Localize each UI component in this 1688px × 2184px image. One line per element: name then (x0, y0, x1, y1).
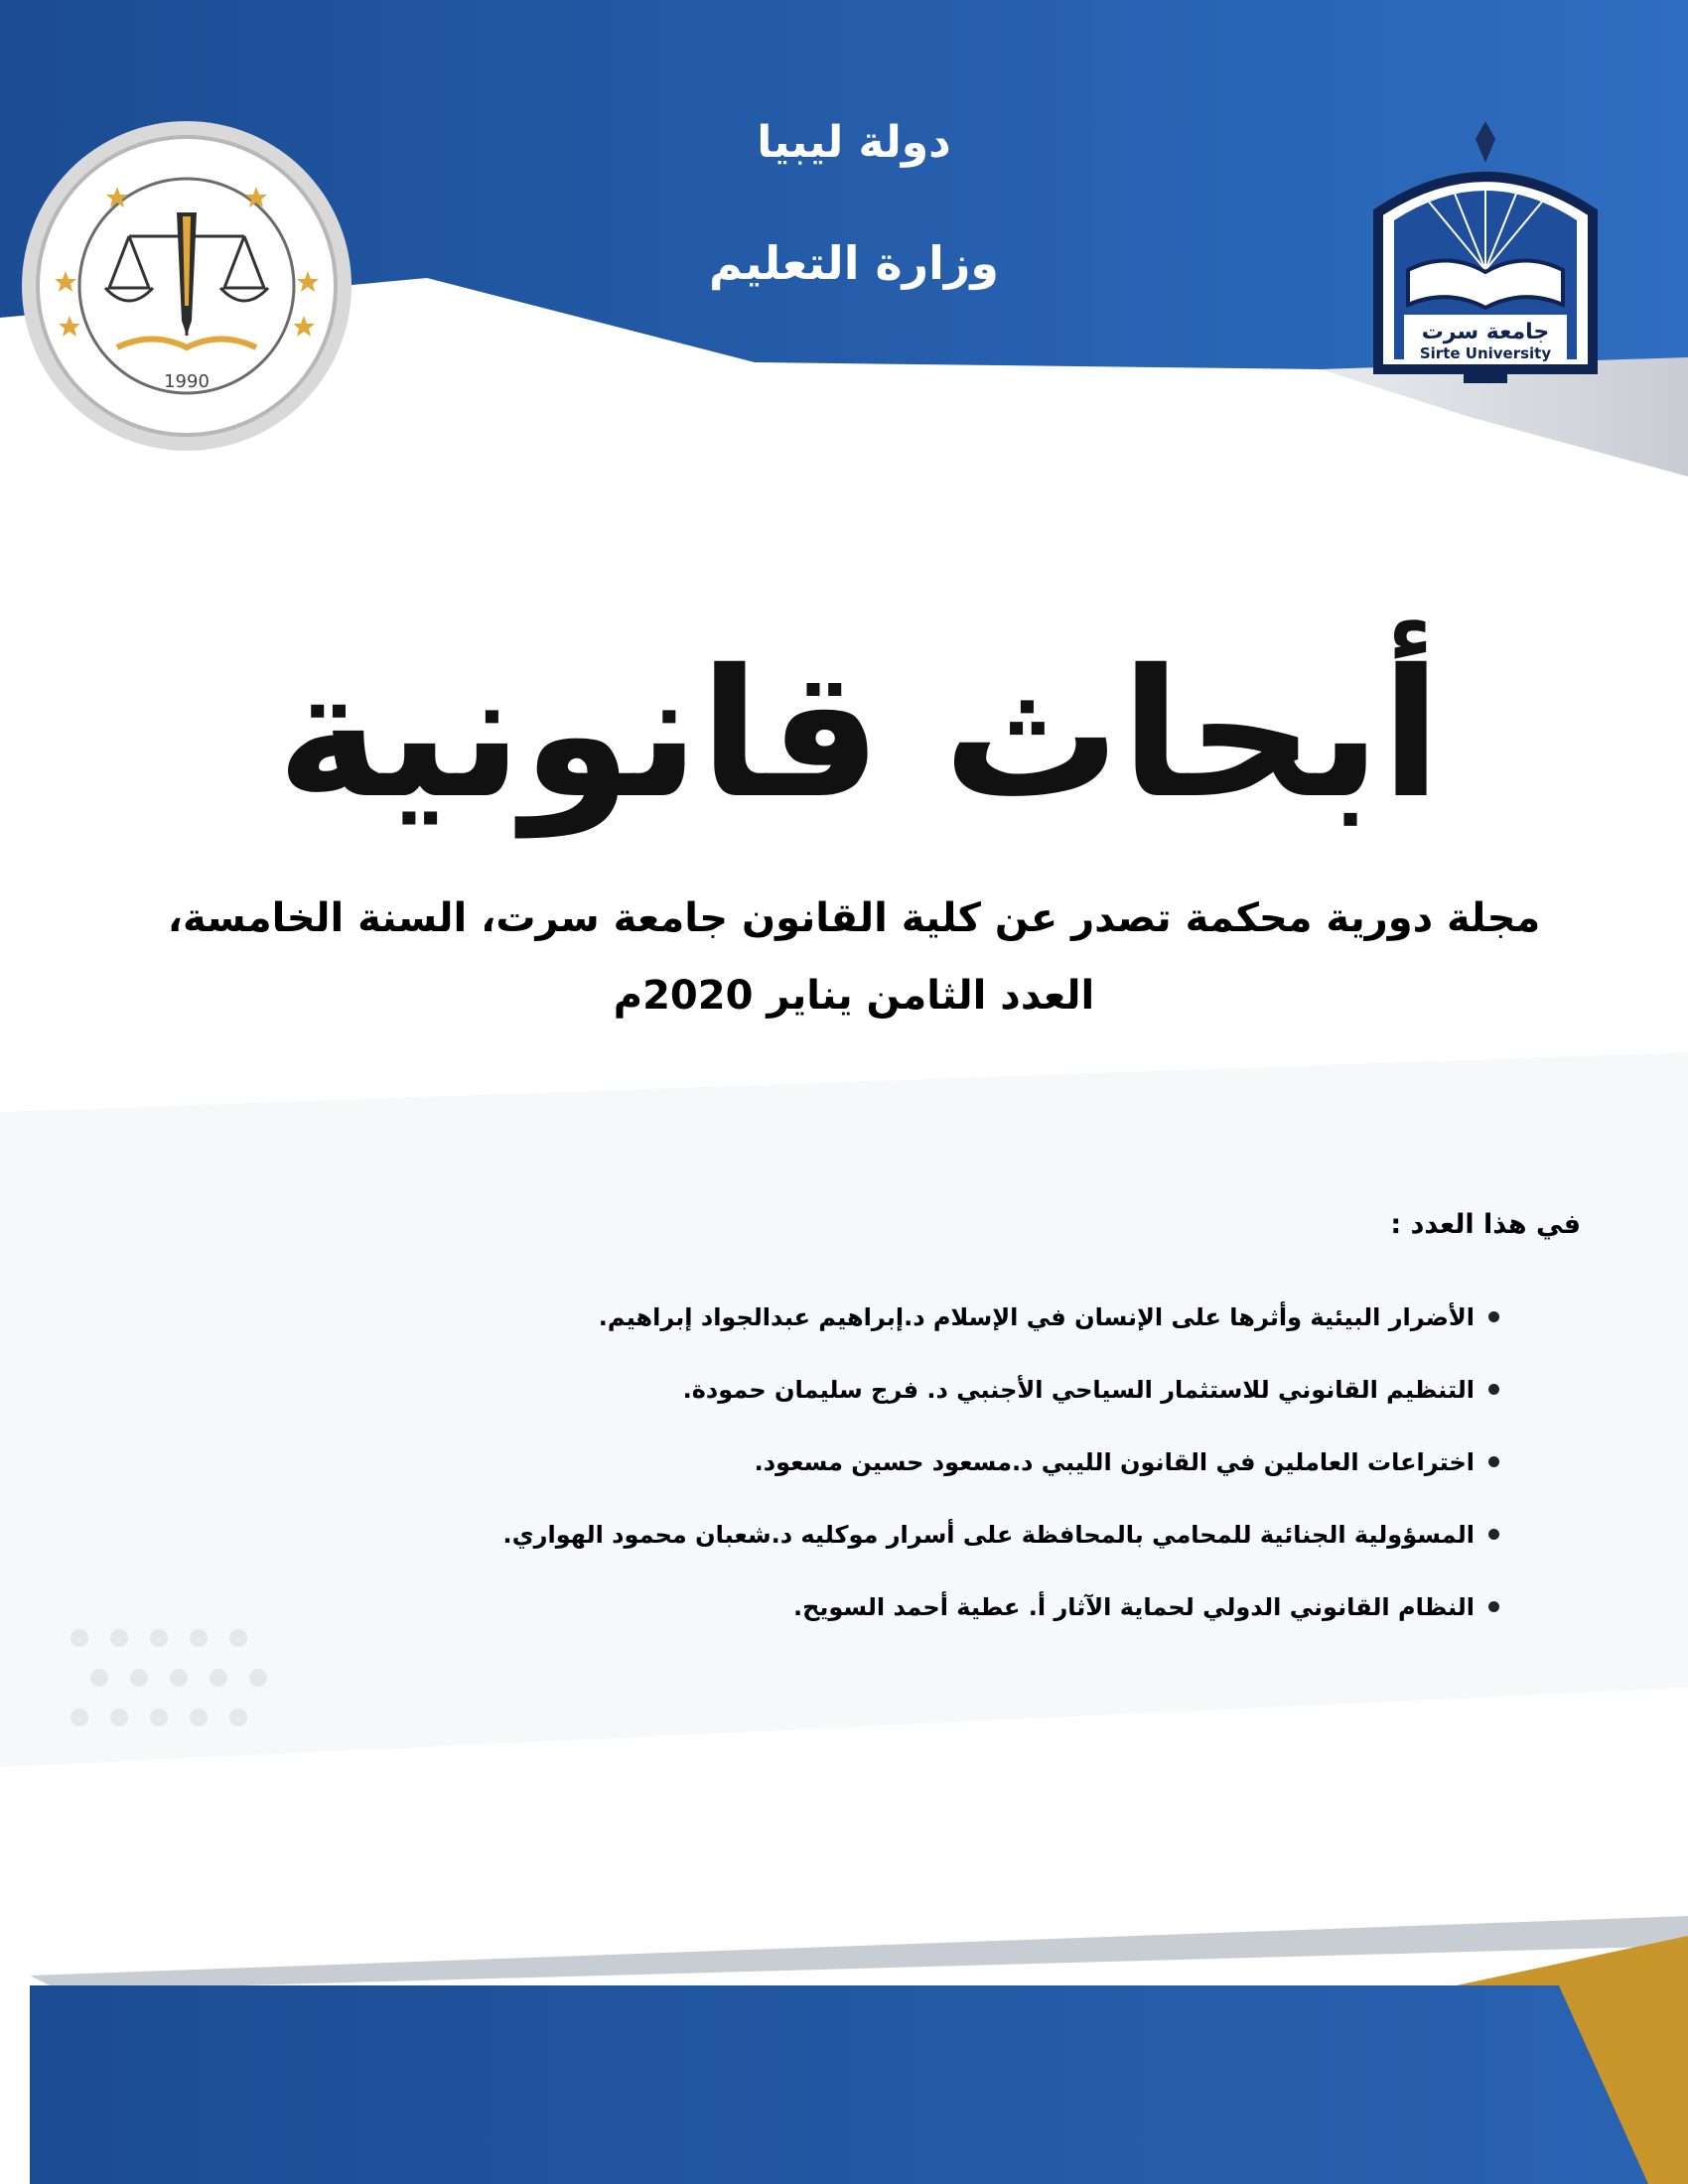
list-item-text: المسؤولية الجنائية للمحامي بالمحافظة على أسرار موكليه د.شعبان محمود الهواري. (502, 1520, 1475, 1549)
faculty-of-law-seal (18, 117, 355, 455)
university-name-ar: جامعة سرت (1421, 320, 1550, 344)
footer-gray-swoosh (30, 1916, 1688, 1990)
list-item-text: الأضرار البيئية وأثرها على الإنسان في الإسلام د.إبراهيم عبدالجواد إبراهيم. (598, 1302, 1475, 1331)
list-item-text: النظام القانوني الدولي لحماية الآثار أ. عطية أحمد السويح. (792, 1592, 1475, 1621)
list-item (308, 1353, 1499, 1426)
journal-subtitle-line-2: العدد الثامن يناير 2020م (613, 973, 1095, 1019)
journal-subtitle-line-1: مجلة دورية محكمة تصدر عن كلية القانون جامعة سرت، السنة الخامسة، (167, 895, 1541, 941)
ministry-name: وزارة التعليم (709, 236, 999, 290)
contents-list (308, 1281, 1499, 1643)
bullet-icon (1488, 1311, 1499, 1322)
footer-blue-band (30, 1985, 1648, 2184)
bullet-icon (1488, 1456, 1499, 1467)
bullet-icon (1488, 1529, 1499, 1540)
university-name-en: Sirte University (1419, 344, 1552, 362)
list-item (308, 1570, 1499, 1643)
country-name: دولة ليبيا (757, 117, 951, 168)
bullet-icon (1488, 1601, 1499, 1612)
list-item-text: التنظيم القانوني للاستثمار السياحي الأجنبي د. فرج سليمان حمودة. (682, 1375, 1475, 1404)
list-item (308, 1426, 1499, 1498)
list-item (308, 1498, 1499, 1570)
journal-title: أبحاث قانونية (276, 631, 1442, 837)
sirte-university-logo (1368, 121, 1603, 389)
seal-year: 1990 (164, 371, 210, 392)
list-item-text: اختراعات العاملين في القانون الليبي د.مسعود حسين مسعود. (754, 1447, 1475, 1476)
list-item (308, 1281, 1499, 1353)
bullet-icon (1488, 1384, 1499, 1395)
contents-heading: في هذا العدد : (1390, 1209, 1581, 1240)
